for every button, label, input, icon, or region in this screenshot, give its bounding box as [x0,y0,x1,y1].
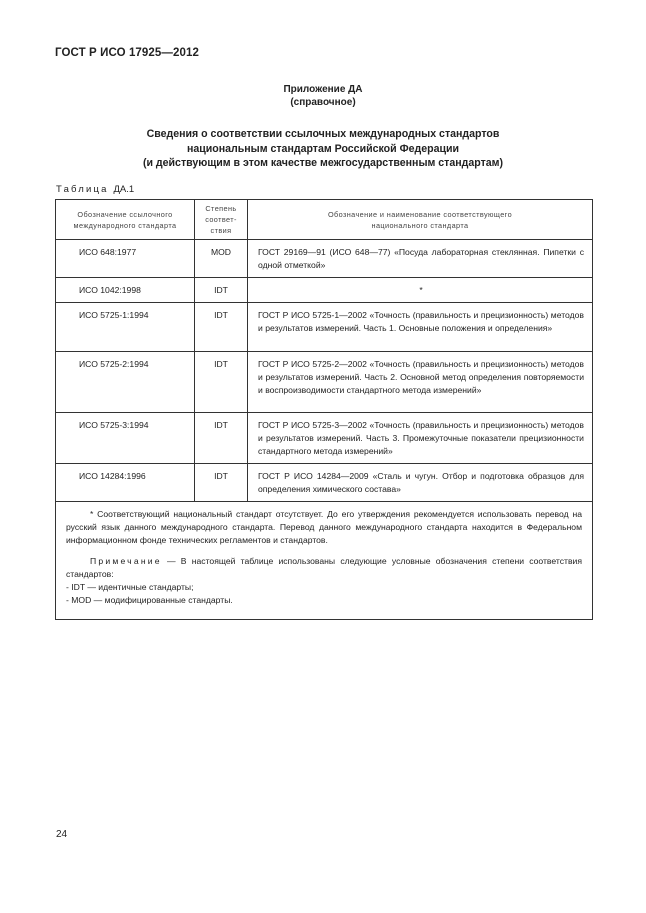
cell-description: ГОСТ Р ИСО 5725-1—2002 «Точность (правильность и прецизионность) методов и результатов измерений. Часть 1. Основные положения и определения» [248,303,593,352]
note-item-mod: - MOD — модифицированные стандарты. [66,595,233,605]
table-row [56,278,593,303]
section-heading [0,127,646,171]
heading-line-1: Сведения о соответствии ссылочных международных стандартов [146,128,500,140]
cell-degree: IDT [195,303,248,352]
cell-degree: MOD [195,240,248,278]
table-row [56,240,593,278]
heading-line-3: (и действующим в этом качестве межгосударственным стандартам) [142,157,504,169]
correspondence-table [55,199,593,620]
table-footnote-cell [56,502,593,620]
col-header-national-text: Обозначение и наименование соответствующего национального стандарта [327,209,513,230]
cell-description: ГОСТ Р ИСО 5725-2—2002 «Точность (правильность и прецизионность) методов и результатов измерений. Часть 2. Основной метод определения повторяемости и воспроизводимости стандартного метода измерений» [248,352,593,413]
col-header-degree [195,200,248,240]
table-label-word: Таблица [56,184,109,195]
cell-code: ИСО 14284:1996 [56,464,195,502]
note-text: — В настоящей таблице использованы следующие условные обозначения степени соответствия стандартов: [66,556,582,579]
note-paragraph [66,555,582,581]
cell-code: ИСО 648:1977 [56,240,195,278]
col-header-international [56,200,195,240]
page-number: 24 [56,829,68,840]
col-header-national [248,200,593,240]
table-row [56,464,593,502]
cell-degree: IDT [195,278,248,303]
table-label [56,184,134,195]
table-label-number: ДА.1 [113,184,135,195]
cell-code: ИСО 5725-3:1994 [56,413,195,464]
cell-code: ИСО 1042:1998 [56,278,195,303]
cell-description: * [248,278,593,303]
cell-description: ГОСТ 29169—91 (ИСО 648—77) «Посуда лабораторная стеклянная. Пипетки с одной отметкой» [248,240,593,278]
cell-degree: IDT [195,413,248,464]
annex-subtitle: (справочное) [290,97,356,108]
footnote-text: * Соответствующий национальный стандарт отсутствует. До его утверждения рекомендуется использовать перевод на русский язык данного международного стандарта. Перевод данного международного стандарта находится в Федеральном информационном фонде технических регламентов и стандартов. [66,509,582,545]
table-row [56,413,593,464]
cell-degree: IDT [195,352,248,413]
table-header-row [56,200,593,240]
table-row [56,303,593,352]
standard-code: ГОСТ Р ИСО 17925—2012 [55,47,200,59]
annex-title: Приложение ДА [283,84,363,95]
table-footer-row [56,502,593,620]
note-label: Примечание [90,556,162,566]
col-header-degree-text: Степень соответ-ствия [205,204,237,235]
cell-description: ГОСТ Р ИСО 5725-3—2002 «Точность (правильность и прецизионность) методов и результатов измерений. Часть 3. Промежуточные показатели прецизионности стандартного метода измерений» [248,413,593,464]
note-item-idt: - IDT — идентичные стандарты; [66,582,194,592]
heading-line-2: национальным стандартам Российской Федерации [186,142,460,155]
table-row [56,352,593,413]
col-header-international-text: Обозначение ссылочного международного стандарта [73,209,177,230]
cell-code: ИСО 5725-2:1994 [56,352,195,413]
cell-degree: IDT [195,464,248,502]
cell-code: ИСО 5725-1:1994 [56,303,195,352]
cell-description: ГОСТ Р ИСО 14284—2009 «Сталь и чугун. Отбор и подготовка образцов для определения химического состава» [248,464,593,502]
